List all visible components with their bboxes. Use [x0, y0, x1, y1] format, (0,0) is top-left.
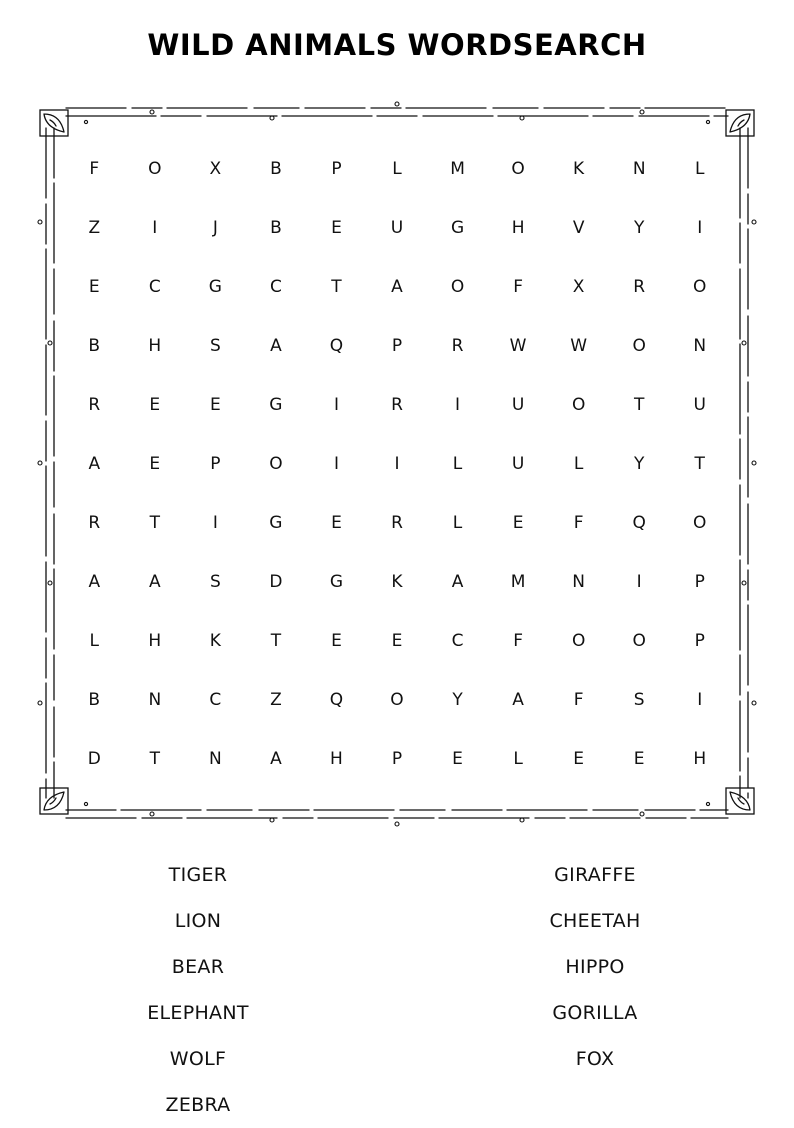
grid-letter: P — [391, 336, 403, 357]
grid-letter: I — [333, 453, 339, 474]
grid-letter: L — [452, 512, 463, 533]
grid-letter: N — [632, 159, 646, 180]
grid-letter: O — [450, 277, 465, 298]
grid-letter: Q — [632, 512, 646, 533]
grid-letter: E — [209, 395, 221, 416]
grid-letter: L — [573, 453, 584, 474]
grid-letter: A — [270, 336, 282, 357]
grid-letter: Z — [88, 218, 101, 239]
grid-letter: G — [450, 218, 465, 239]
grid-letter: I — [333, 395, 339, 416]
word-item: WOLF — [169, 1048, 227, 1070]
grid-letter: F — [89, 159, 100, 180]
grid-letter: T — [149, 512, 160, 533]
grid-letter: I — [152, 218, 158, 239]
grid-letter: L — [513, 748, 523, 769]
grid-letter: T — [633, 395, 645, 416]
grid-letter: E — [391, 630, 403, 651]
grid-letter: P — [210, 453, 221, 474]
grid-letter: F — [573, 689, 584, 710]
grid-letter: F — [573, 512, 584, 533]
grid-letter: H — [148, 336, 162, 357]
grid-letter: R — [451, 336, 464, 357]
grid-letter: E — [149, 395, 161, 416]
grid-letter: Y — [452, 689, 463, 710]
grid-letter: A — [88, 571, 101, 592]
grid-letter: T — [694, 453, 705, 474]
grid-letter: U — [511, 453, 525, 474]
grid-letter: O — [148, 159, 162, 180]
grid-letter: Y — [633, 218, 645, 239]
grid-letter: E — [331, 218, 342, 239]
grid-letter: K — [573, 159, 585, 180]
grid-letter: F — [513, 277, 523, 298]
grid-letter: K — [209, 630, 221, 651]
grid-letter: D — [269, 571, 283, 592]
grid-letter: I — [212, 512, 218, 533]
word-list — [0, 852, 794, 1116]
word-list-left — [68, 852, 328, 1128]
grid-letter: B — [88, 689, 101, 710]
grid-letter: H — [148, 630, 162, 651]
grid-letter: W — [509, 336, 527, 357]
grid-letter: S — [209, 336, 221, 357]
grid-letter: P — [694, 630, 705, 651]
word-item: BEAR — [171, 956, 225, 978]
word-item: HIPPO — [565, 956, 625, 978]
grid-letter: Y — [633, 453, 645, 474]
letter-grid — [64, 140, 730, 788]
grid-letter: A — [391, 277, 403, 298]
grid-letter: M — [450, 159, 465, 180]
grid-letter: I — [455, 395, 461, 416]
grid-letter: S — [209, 571, 221, 592]
grid-letter: E — [452, 748, 463, 769]
grid-letter: Q — [329, 336, 344, 357]
grid-letter: A — [451, 571, 464, 592]
grid-letter: N — [208, 748, 222, 769]
grid-letter: B — [270, 218, 282, 239]
grid-letter: A — [512, 689, 524, 710]
grid-letter: O — [390, 689, 404, 710]
grid-letter: C — [451, 630, 464, 651]
grid-letter: L — [89, 630, 99, 651]
grid-letter: G — [269, 395, 283, 416]
grid-letter: I — [697, 689, 703, 710]
word-item: CHEETAH — [549, 910, 641, 932]
grid-letter: B — [270, 159, 282, 180]
word-item: LION — [174, 910, 222, 932]
grid-letter: I — [394, 453, 400, 474]
grid-letter: E — [331, 512, 342, 533]
grid-letter: N — [148, 689, 162, 710]
grid-letter: O — [693, 277, 707, 298]
grid-letter: F — [513, 630, 523, 651]
grid-letter: Z — [270, 689, 282, 710]
word-item: GIRAFFE — [554, 864, 636, 886]
grid-letter: C — [209, 689, 222, 710]
grid-letter: E — [633, 748, 645, 769]
grid-letter: D — [87, 748, 101, 769]
grid-letter: X — [209, 159, 222, 180]
page-title: WILD ANIMALS WORDSEARCH — [147, 28, 647, 62]
grid-letter: K — [391, 571, 403, 592]
grid-letter: O — [632, 630, 646, 651]
grid-letter: O — [632, 336, 646, 357]
grid-letter: E — [512, 512, 524, 533]
grid-letter: E — [149, 453, 161, 474]
grid-letter: G — [329, 571, 344, 592]
grid-letter: U — [390, 218, 404, 239]
grid-letter: O — [269, 453, 283, 474]
grid-letter: X — [572, 277, 585, 298]
grid-letter: P — [391, 748, 403, 769]
word-item: GORILLA — [552, 1002, 638, 1024]
grid-letter: A — [270, 748, 282, 769]
grid-letter: T — [331, 277, 342, 298]
grid-letter: G — [269, 512, 283, 533]
grid-letter: I — [636, 571, 642, 592]
grid-letter: L — [694, 159, 705, 180]
grid-letter: P — [331, 159, 342, 180]
grid-letter: H — [511, 218, 525, 239]
grid-letter: N — [693, 336, 707, 357]
grid-letter: L — [452, 453, 463, 474]
grid-letter: L — [392, 159, 402, 180]
grid-letter: I — [697, 218, 703, 239]
grid-letter: R — [633, 277, 646, 298]
grid-letter: J — [212, 218, 218, 239]
grid-letter: E — [88, 277, 100, 298]
grid-letter: N — [572, 571, 585, 592]
grid-letter: U — [693, 395, 706, 416]
grid-letter: E — [573, 748, 584, 769]
grid-letter: M — [510, 571, 526, 592]
grid-letter: B — [88, 336, 101, 357]
grid-letter: P — [694, 571, 705, 592]
word-item: TIGER — [168, 864, 228, 886]
grid-letter: R — [391, 395, 403, 416]
word-item: FOX — [575, 1048, 615, 1070]
grid-letter: U — [511, 395, 525, 416]
grid-letter: R — [88, 512, 101, 533]
grid-letter: Q — [329, 689, 344, 710]
grid-letter: W — [570, 336, 588, 357]
grid-letter: T — [149, 748, 160, 769]
grid-letter: H — [693, 748, 707, 769]
grid-letter: A — [148, 571, 161, 592]
grid-letter: O — [511, 159, 525, 180]
grid-letter: O — [693, 512, 707, 533]
grid-letter: S — [633, 689, 645, 710]
grid-letter: R — [391, 512, 403, 533]
grid-letter: A — [88, 453, 101, 474]
grid-letter: G — [208, 277, 222, 298]
grid-letter: C — [148, 277, 161, 298]
grid-letter: H — [330, 748, 343, 769]
grid-letter: O — [571, 395, 586, 416]
grid-letter: V — [572, 218, 585, 239]
word-item: ZEBRA — [165, 1094, 231, 1116]
grid-letter: T — [270, 630, 282, 651]
grid-letter: O — [571, 630, 586, 651]
grid-letter: E — [331, 630, 342, 651]
word-item: ELEPHANT — [147, 1002, 249, 1024]
grid-letter: R — [88, 395, 101, 416]
word-list-right — [465, 852, 725, 1082]
grid-letter: C — [269, 277, 282, 298]
